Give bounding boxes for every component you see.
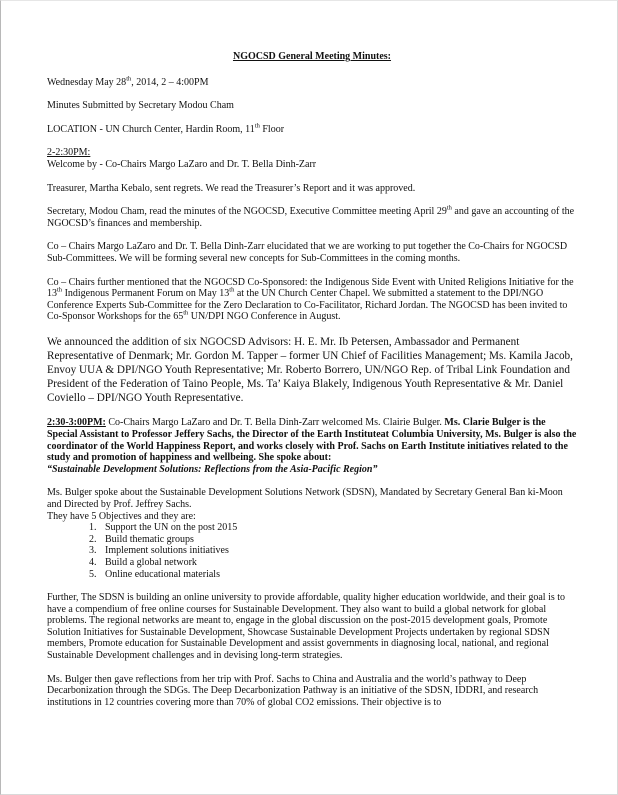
cochairs-paragraph-2: [47, 277, 577, 323]
cochairs2-suffix-2: th: [229, 286, 235, 294]
document-body: [47, 51, 577, 720]
cochairs2-text-d: UN/DPI NGO Conference in August.: [188, 311, 341, 323]
meeting-date: [47, 77, 577, 89]
list-item: 5. Online educational materials: [99, 569, 577, 581]
cochairs2-suffix-3: th: [183, 309, 189, 317]
list-item: 3. Implement solutions initiatives: [99, 545, 577, 557]
advisors-paragraph: We announced the addition of six NGOCSD Advisors: H. E. Mr. Ib Petersen, Ambassador and Permanent Representative of Denmark; Mr. Gordon M. Tapper – former UN Chief of Facilities Management; Ms. Kamila Jacob, Envoy UUA & DPI/NGO Youth Representative; Mr. Roberto Borrero, UN/NGO Rep. of Tribal Link Foundation and President of the Federation of Taino People, Ms. Ta’ Kaiya Blakely, Indigenous Youth Representative & Mr. Daniel Coviello – DPI/NGO Youth Representative.: [47, 335, 573, 405]
further-paragraph: Further, The SDSN is building an online university to provide affordable, quality higher education worldwide, and their goal is to have a compendium of free online courses for Sustainable Development. They also want to build a global network for global problems. The regional networks are meant to, engage in the global discussion on the post-2015 development goals, Promote Solution Initiatives for Sustainable Development, Showcase Sustainable Development Projects undertaken by regional SDSN members, Promote education for Sustainable Development and assist governments in diagnosing local, national, and regional Sustainable Development challenges and in devising long-term strategies.: [47, 592, 566, 662]
cochairs-paragraph-1: Co – Chairs Margo LaZaro and Dr. T. Bella Dinh-Zarr elucidated that we are working to put together the Co-Chairs for NGOCSD Sub-Committees. We will be forming several new concepts for Sub-Committees in the coming months.: [47, 241, 568, 264]
welcome-text: Welcome by - Co-Chairs Margo LaZaro and Dr. T. Bella Dinh-Zarr: [47, 158, 317, 170]
session-1: [47, 147, 577, 170]
list-item: 2. Build thematic groups: [99, 534, 577, 546]
cochairs2-suffix-1: th: [57, 286, 63, 294]
objectives-list: [47, 522, 577, 580]
session-1-time: 2-2:30PM:: [47, 147, 91, 159]
sdsn-intro: Ms. Bulger spoke about the Sustainable Development Solutions Network (SDSN), Mandated by Secretary General Ban ki-Moon and Directed by Prof. Jeffrey Sachs.: [47, 487, 563, 510]
meeting-date-suffix: th: [126, 75, 132, 83]
location: [47, 124, 577, 136]
session-2: [47, 417, 577, 475]
location-floor: Floor: [259, 123, 285, 135]
secretary-text-rest: and gave an accounting of the NGOCSD’s finances and membership.: [47, 206, 575, 229]
page-title: NGOCSD General Meeting Minutes:: [232, 51, 392, 62]
cochairs2-text-c: at the UN Church Center Chapel. We submitted a statement to the DPI/NGO Conference Experts Sub-Committee for the Zero Declaration to Co-Facilitator, Richard Jordan. The NGOCSD has been invited to Co-Sponsor Workshops for the 65: [47, 288, 568, 323]
speaker-topic: “Sustainable Development Solutions: Reflections from the Asia-Pacific Region”: [47, 463, 378, 475]
meeting-date-time: , 2014, 2 – 4:00PM: [131, 76, 209, 88]
speaker-intro: Co-Chairs Margo LaZaro and Dr. T. Bella Dinh-Zarr welcomed Ms. Clairie Bulger.: [105, 417, 445, 429]
objectives-intro: They have 5 Objectives and they are:: [47, 510, 196, 522]
cochairs2-text-a: Co – Chairs further mentioned that the NGOCSD Co-Sponsored: the Indigenous Side Event with United Religions Initiative for the 13: [47, 276, 574, 300]
list-item: 1. Support the UN on the post 2015: [99, 522, 577, 534]
location-suffix: th: [254, 122, 260, 130]
session-2-time: 2:30-3:00PM:: [47, 417, 106, 429]
secretary-text: Secretary, Modou Cham, read the minutes of the NGOCSD, Executive Committee meeting April 29: [47, 206, 447, 218]
minutes-submitted: Minutes Submitted by Secretary Modou Cham: [47, 100, 234, 112]
cochairs2-text-b: Indigenous Permanent Forum on May 13: [62, 288, 230, 300]
treasurer-paragraph: Treasurer, Martha Kebalo, sent regrets. We read the Treasurer’s Report and it was approved.: [47, 182, 416, 194]
list-item: 4. Build a global network: [99, 557, 577, 569]
secretary-suffix: th: [446, 204, 452, 212]
secretary-paragraph: [47, 206, 577, 229]
meeting-date-text: Wednesday May 28: [47, 76, 127, 88]
location-text: LOCATION - UN Church Center, Hardin Room, 11: [47, 123, 255, 135]
reflections-paragraph: Ms. Bulger then gave reflections from her trip with Prof. Sachs to China and Australia and the world’s pathway to Deep Decarbonization through the SDGs. The Deep Decarbonization Pathway is an initiative of the SDSN, IDDRI, and research institutions in 12 countries covering more than 70% of global CO2 emissions. Their objective is to: [47, 673, 539, 708]
speaker-bio: Ms. Clarie Bulger is the Special Assistant to Professor Jeffery Sachs, the Director of the Earth Instituteat Columbia University, Ms. Bulger is also the coordinator of the World Happiness Report, and works closely with Prof. Sachs on Earth Institute initiatives related to the study and promotion of happiness and wellbeing. She spoke about:: [47, 417, 577, 464]
